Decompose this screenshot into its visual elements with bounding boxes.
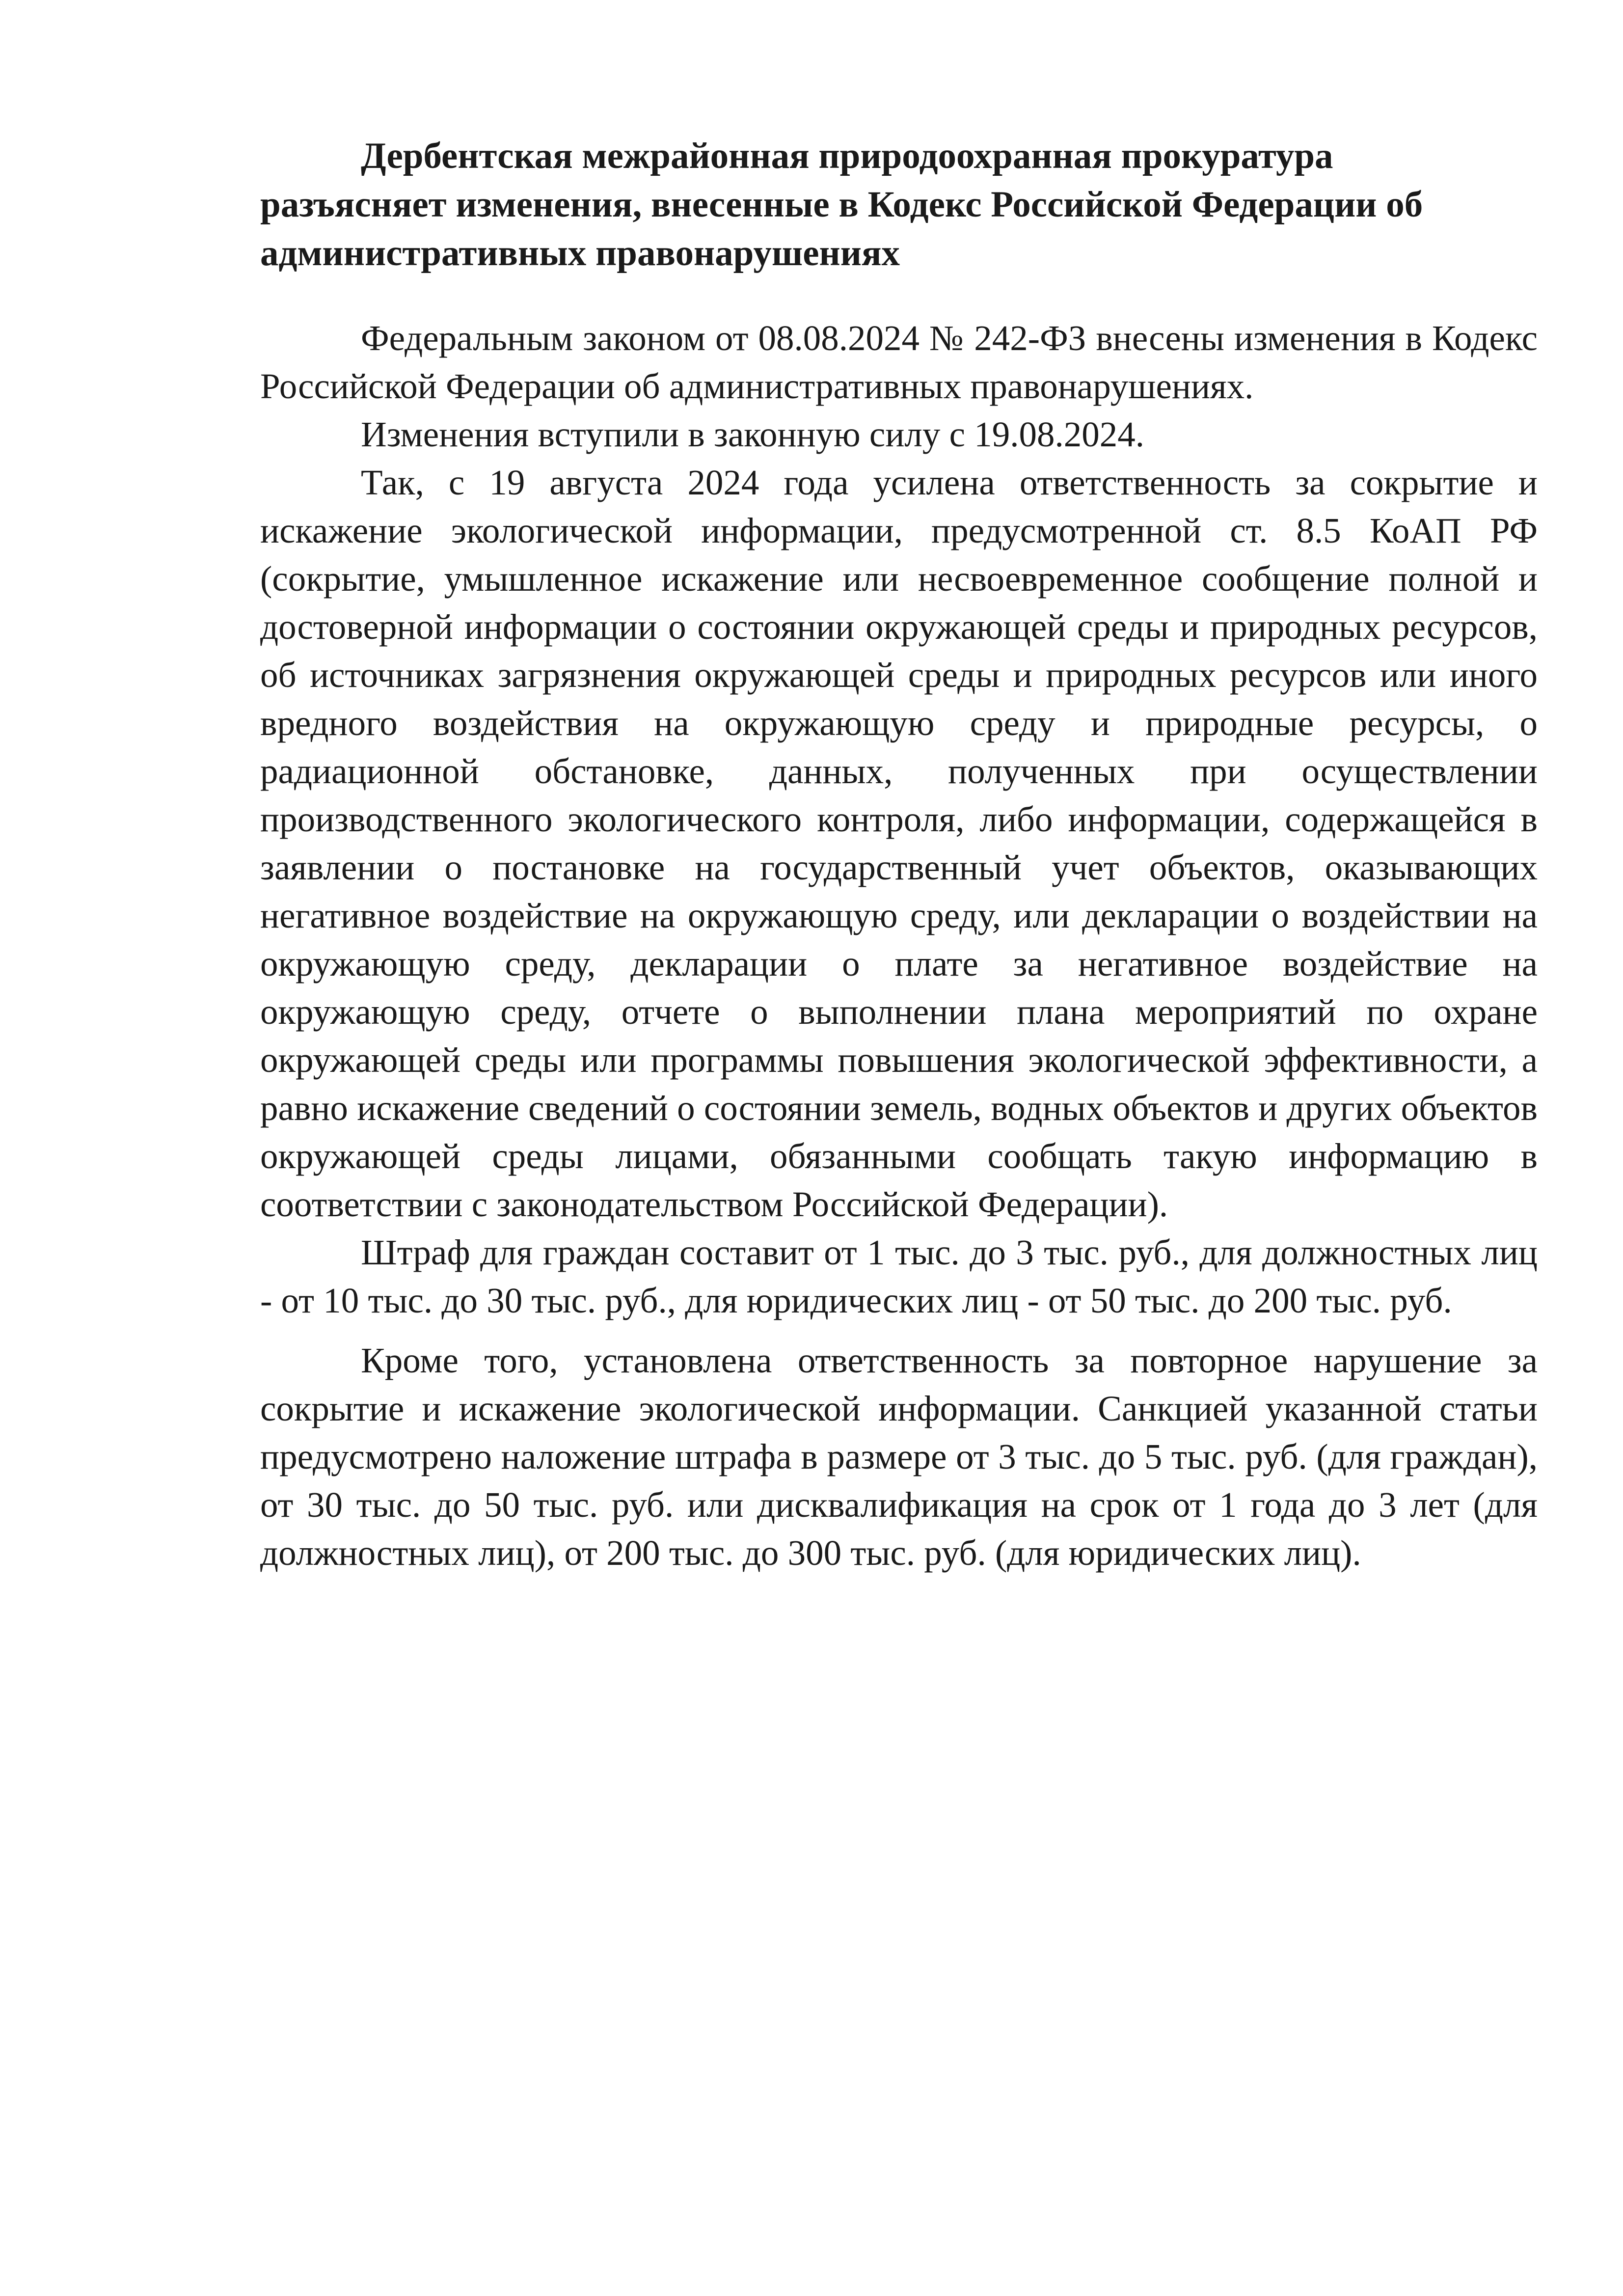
title-line-2: разъясняет изменения, внесенные в Кодекс Российской Федерации об [260, 184, 1423, 225]
title-line-1: Дербентская межрайонная природоохранная прокуратура [361, 136, 1333, 176]
document-body [260, 314, 1538, 1577]
title-line-3: административных правонарушениях [260, 233, 900, 273]
paragraph-repeat-violation: Кроме того, установлена ответственность за повторное нарушение за сокрытие и искажение экологической информации. Санкцией указанной статьи предусмотрено наложение штрафа в размере от 3 тыс. до 5 тыс. руб. (для граждан), от 30 тыс. до 50 тыс. руб. или дисквалификация на срок от 1 года до 3 лет (для должностных лиц), от 200 тыс. до 300 тыс. руб. (для юридических лиц). [260, 1340, 1538, 1573]
paragraph-fines: Штраф для граждан составит от 1 тыс. до 3 тыс. руб., для должностных лиц - от 10 тыс. до 30 тыс. руб., для юридических лиц - от 50 тыс. до 200 тыс. руб. [260, 1232, 1538, 1320]
document-title [260, 132, 1556, 277]
paragraph-law-reference: Федеральным законом от 08.08.2024 № 242-ФЗ внесены изменения в Кодекс Российской Федерации об административных правонарушениях. [260, 318, 1538, 406]
paragraph-effective-date: Изменения вступили в законную силу с 19.08.2024. [361, 414, 1144, 454]
paragraph-liability-details: Так, с 19 августа 2024 года усилена ответственность за сокрытие и искажение экологической информации, предусмотренной ст. 8.5 КоАП РФ (сокрытие, умышленное искажение или несвоевременное сообщение полной и достоверной информации о состоянии окружающей среды и природных ресурсов, об источниках загрязнения окружающей среды и природных ресурсов или иного вредного воздействия на окружающую среду и природные ресурсы, о радиационной обстановке, данных, полученных при осуществлении производственного экологического контроля, либо информации, содержащейся в заявлении о постановке на государственный учет объектов, оказывающих негативное воздействие на окружающую среду, или декларации о воздействии на окружающую среду, декларации о плате за негативное воздействие на окружающую среду, отчете о выполнении плана мероприятий по охране окружающей среды или программы повышения экологической эффективности, а равно искажение сведений о состоянии земель, водных объектов и других объектов окружающей среды лицами, обязанными сообщать такую информацию в соответствии с законодательством Российской Федерации). [260, 463, 1538, 1224]
